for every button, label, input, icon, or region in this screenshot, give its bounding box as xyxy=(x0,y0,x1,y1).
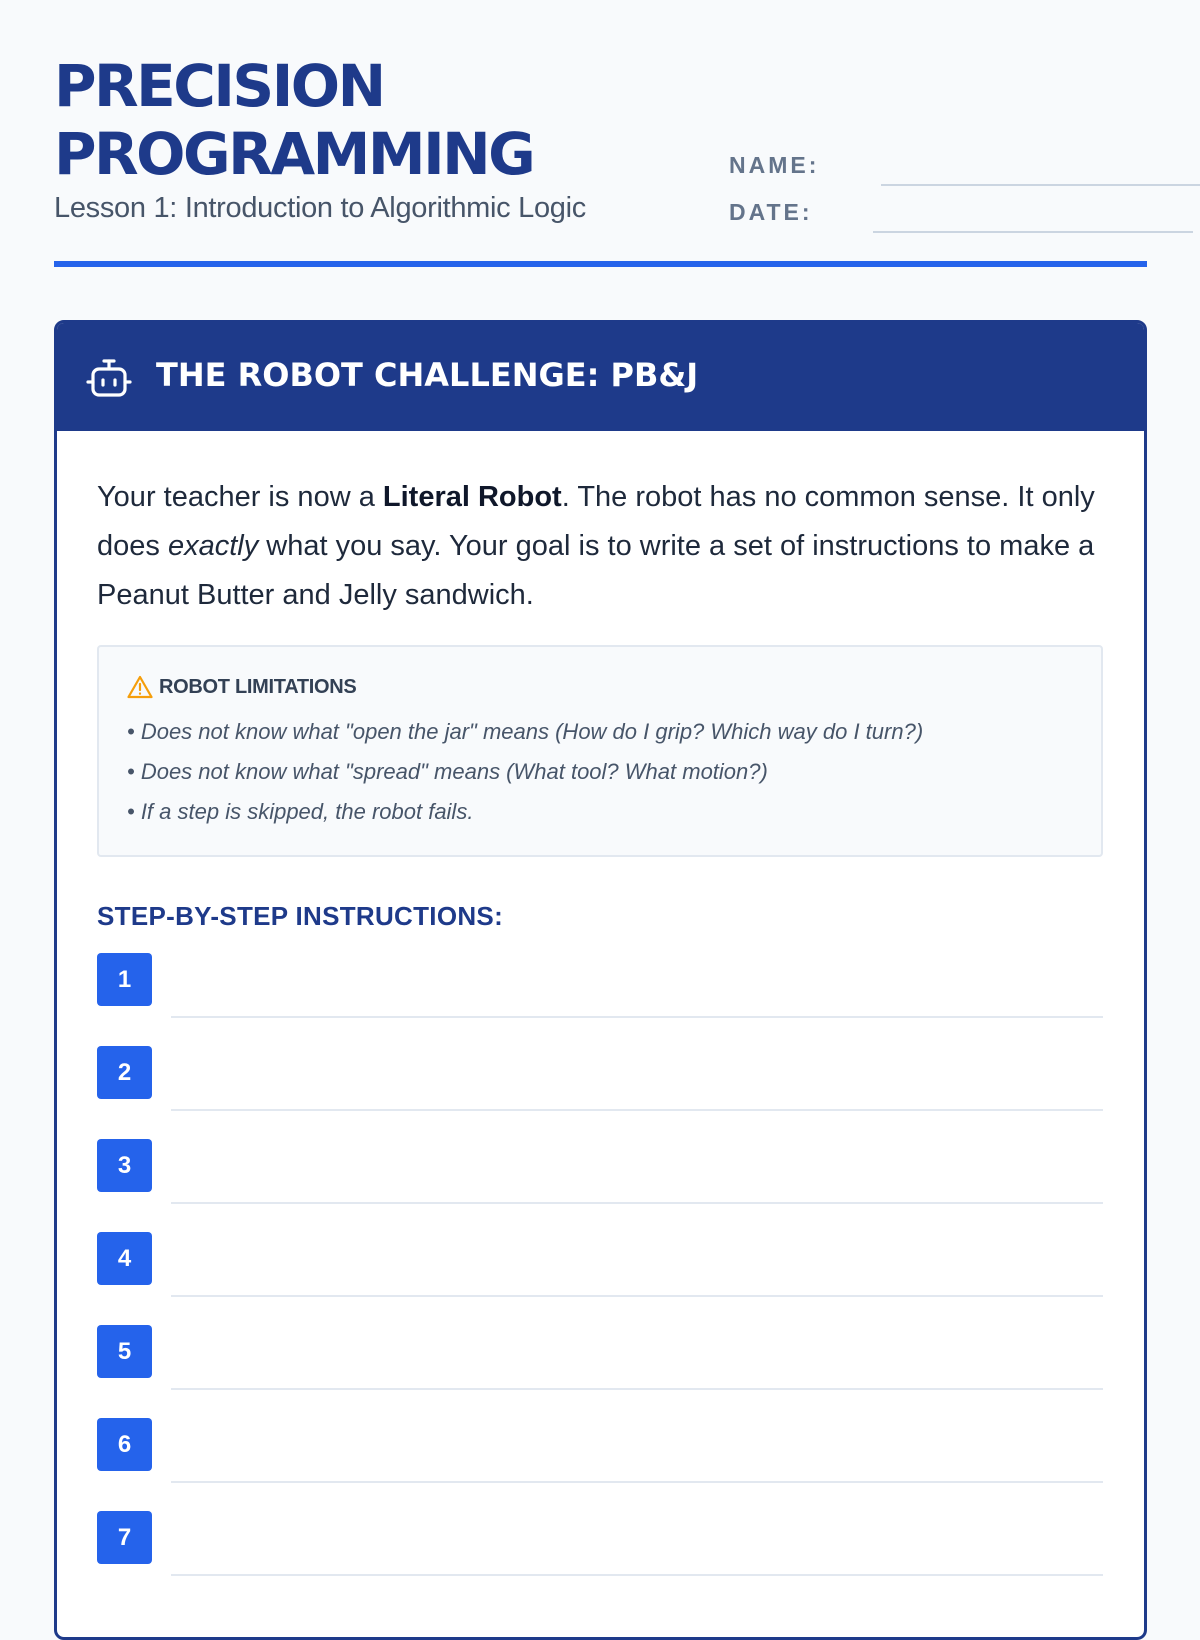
date-field xyxy=(729,193,1147,233)
intro-text-2: . The robot has no common sense. It only does xyxy=(97,481,1095,562)
title-line-1: PRECISION xyxy=(54,52,384,120)
robot-icon xyxy=(85,355,133,403)
step-number-badge: 2 xyxy=(97,1046,152,1099)
step-row-2 xyxy=(97,1046,1103,1114)
intro-text-1: Your teacher is now a xyxy=(97,481,383,513)
card-header xyxy=(57,323,1144,431)
warning-icon xyxy=(127,675,153,699)
page-title xyxy=(54,52,674,188)
robot-challenge-card xyxy=(54,320,1147,1640)
step-answer-line[interactable] xyxy=(171,1388,1103,1390)
limitation-item: • Does not know what "open the jar" means (How do I grip? Which way do I turn?) xyxy=(127,719,924,744)
title-line-2: PROGRAMMING xyxy=(54,120,534,188)
step-row-5 xyxy=(97,1325,1103,1393)
step-row-6 xyxy=(97,1418,1103,1486)
step-number-badge: 5 xyxy=(97,1325,152,1378)
limitation-item: • Does not know what "spread" means (What tool? What motion?) xyxy=(127,759,768,784)
date-label: DATE: xyxy=(729,199,813,225)
step-number-badge: 1 xyxy=(97,953,152,1006)
step-number-badge: 7 xyxy=(97,1511,152,1564)
step-answer-line[interactable] xyxy=(171,1574,1103,1576)
name-field xyxy=(729,146,1147,186)
limitations-title: ROBOT LIMITATIONS xyxy=(159,676,357,698)
step-row-1 xyxy=(97,953,1103,1021)
limitation-item: • If a step is skipped, the robot fails. xyxy=(127,799,474,824)
steps-heading: STEP-BY-STEP INSTRUCTIONS: xyxy=(97,901,504,931)
step-answer-line[interactable] xyxy=(171,1295,1103,1297)
step-row-4 xyxy=(97,1232,1103,1300)
step-number-badge: 3 xyxy=(97,1139,152,1192)
worksheet-page xyxy=(54,0,1147,1600)
step-answer-line[interactable] xyxy=(171,1016,1103,1018)
header-divider xyxy=(54,261,1147,267)
lesson-subtitle: Lesson 1: Introduction to Algorithmic Logic xyxy=(54,192,586,224)
step-answer-line[interactable] xyxy=(171,1109,1103,1111)
worksheet-header xyxy=(54,0,1147,268)
intro-text-3: what you say. Your goal is to write a set of instructions to make a Peanut Butter and Jelly sandwich. xyxy=(97,530,1095,611)
name-label: NAME: xyxy=(729,152,820,178)
intro-paragraph xyxy=(97,473,1107,620)
step-row-7 xyxy=(97,1511,1103,1579)
name-write-line[interactable] xyxy=(881,184,1200,186)
card-title: THE ROBOT CHALLENGE: PB&J xyxy=(156,356,699,394)
date-write-line[interactable] xyxy=(873,231,1193,233)
step-number-badge: 6 xyxy=(97,1418,152,1471)
intro-italic: exactly xyxy=(167,530,259,562)
step-answer-line[interactable] xyxy=(171,1481,1103,1483)
step-number-badge: 4 xyxy=(97,1232,152,1285)
step-answer-line[interactable] xyxy=(171,1202,1103,1204)
robot-limitations-box xyxy=(97,645,1103,857)
step-row-3 xyxy=(97,1139,1103,1207)
intro-bold: Literal Robot xyxy=(382,481,562,513)
